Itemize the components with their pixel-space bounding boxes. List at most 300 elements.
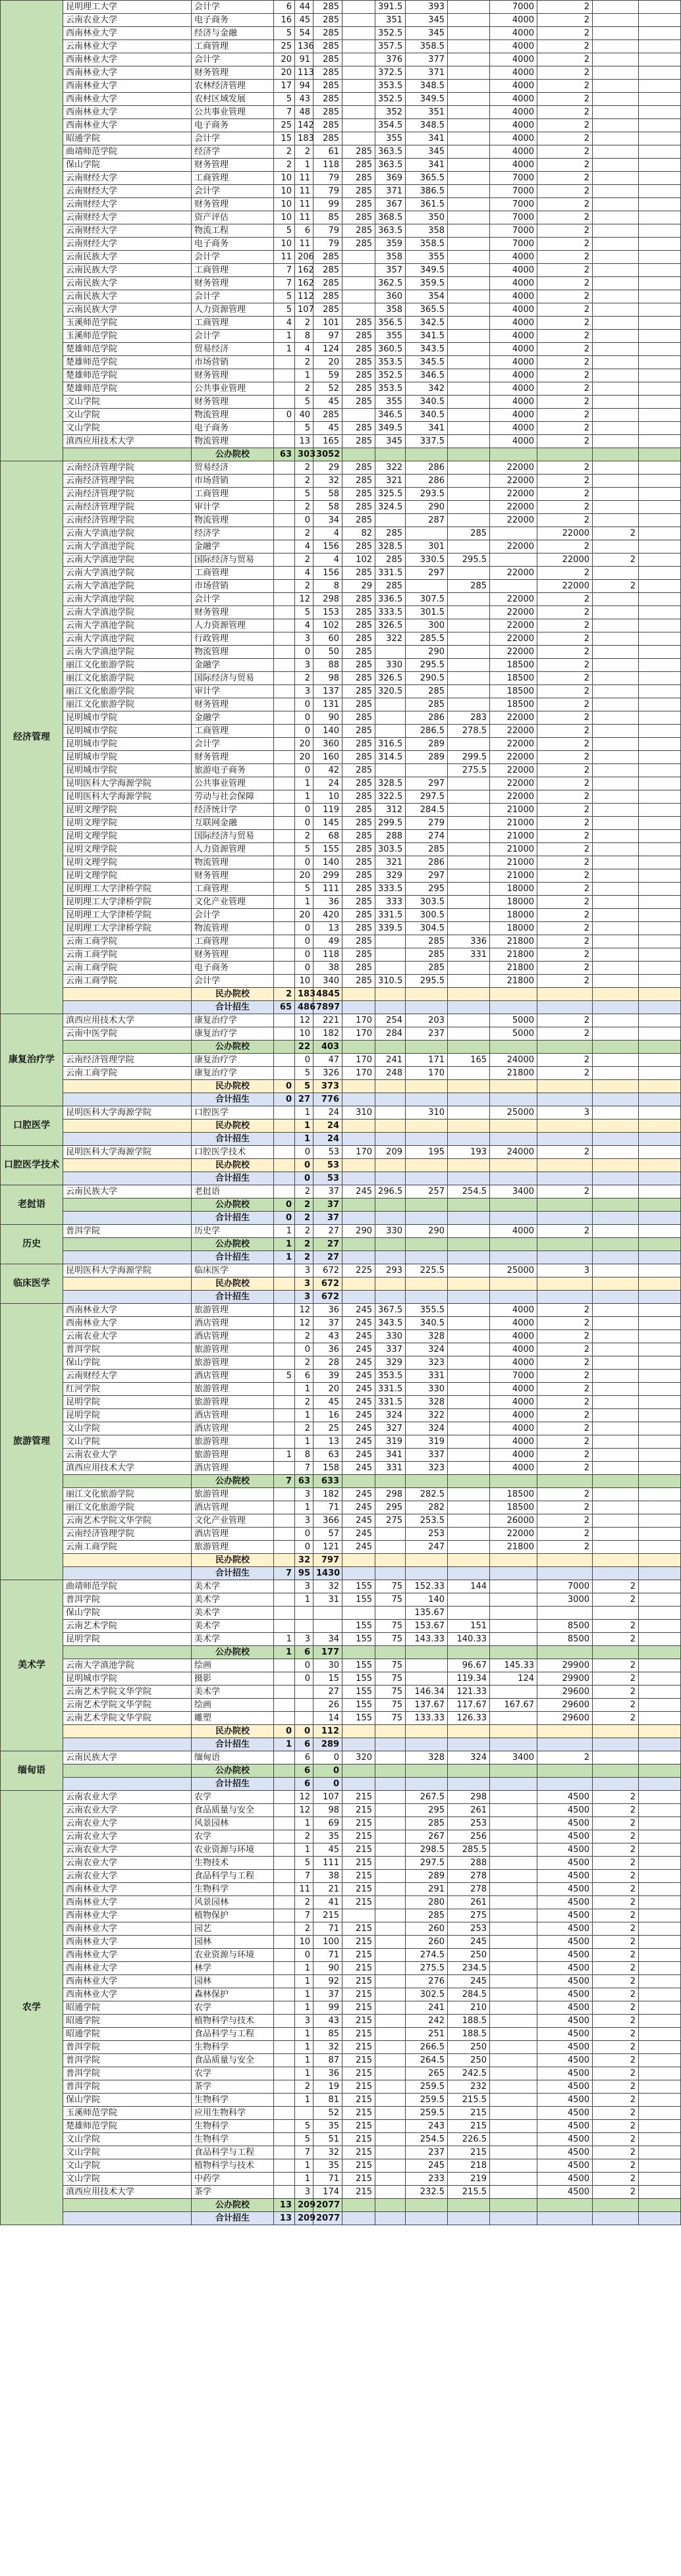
value-cell: 323 [406, 1462, 448, 1475]
major-cell: 工商管理 [192, 883, 274, 896]
value-cell [639, 1870, 681, 1883]
major-cell: 工商管理 [192, 172, 274, 185]
value-cell: 107 [295, 303, 313, 317]
value-cell: 30 [313, 1659, 342, 1672]
value-cell: 295.5 [448, 554, 490, 567]
value-cell: 286 [406, 461, 448, 475]
subtotal-label: 合计招生 [192, 1133, 274, 1146]
value-cell [274, 1304, 295, 1317]
value-cell: 2 [537, 725, 593, 738]
value-cell: 18500 [490, 1501, 537, 1514]
value-cell: 4000 [490, 303, 537, 317]
value-cell [448, 1027, 490, 1041]
value-cell [274, 501, 295, 514]
major-cell: 财务管理 [192, 369, 274, 382]
value-cell [639, 475, 681, 488]
value-cell: 295 [375, 1501, 406, 1514]
table-row [1, 1462, 681, 1475]
value-cell: 1 [274, 330, 295, 343]
value-cell: 101 [313, 317, 342, 330]
value-cell: 1 [295, 777, 313, 790]
subtotal-spacer [63, 1001, 192, 1014]
value-cell: 7 [295, 1909, 313, 1922]
empty-cell [406, 2199, 448, 2212]
value-cell [274, 804, 295, 817]
value-cell [375, 1830, 406, 1843]
value-cell: 285 [313, 132, 342, 145]
value-cell: 251 [406, 2028, 448, 2041]
value-cell [593, 106, 639, 119]
value-cell: 112 [295, 290, 313, 303]
value-cell [448, 1304, 490, 1317]
value-cell: 155 [313, 843, 342, 856]
value-cell: 312 [375, 804, 406, 817]
value-cell: 2 [537, 356, 593, 369]
table-row [1, 1712, 681, 1725]
value-cell: 7 [295, 2146, 313, 2159]
major-cell: 审计学 [192, 501, 274, 514]
value-cell: 241 [406, 2001, 448, 2015]
subtotal-label: 公办院校 [192, 1238, 274, 1251]
school-cell: 云南财经大学 [63, 198, 192, 211]
value-cell [490, 1975, 537, 1988]
school-cell: 普洱学院 [63, 2080, 192, 2094]
major-cell: 生物科学 [192, 2094, 274, 2107]
value-cell [342, 119, 375, 132]
value-cell: 2 [537, 962, 593, 975]
table-row [1, 1949, 681, 1962]
value-cell [375, 948, 406, 962]
value-cell: 215 [342, 1949, 375, 1962]
value-cell: 50 [313, 646, 342, 659]
school-cell: 云南工商学院 [63, 1067, 192, 1080]
value-cell: 285 [375, 580, 406, 593]
value-cell: 349.5 [406, 93, 448, 106]
major-cell: 风景园林 [192, 1896, 274, 1909]
value-cell: 284 [375, 1027, 406, 1041]
value-cell [593, 132, 639, 145]
value-cell: 2 [295, 145, 313, 159]
value-cell: 2 [537, 172, 593, 185]
value-cell: 341 [406, 422, 448, 435]
table-row [1, 1422, 681, 1435]
value-cell [274, 1067, 295, 1080]
value-cell: 2 [537, 211, 593, 224]
empty-cell [342, 1212, 375, 1225]
subtotal-spacer [63, 1738, 192, 1751]
table-row [1, 277, 681, 290]
table-row [1, 409, 681, 422]
value-cell: 4000 [490, 1396, 537, 1409]
value-cell [448, 1, 490, 14]
value-cell [639, 1883, 681, 1896]
major-cell: 绘画 [192, 1699, 274, 1712]
value-cell: 285 [342, 975, 375, 988]
value-cell: 10 [274, 185, 295, 198]
value-cell [639, 1857, 681, 1870]
value-cell [274, 1593, 295, 1607]
subtotal-value: 27 [313, 1238, 342, 1251]
value-cell [274, 764, 295, 777]
value-cell [639, 2186, 681, 2199]
value-cell [448, 159, 490, 172]
value-cell: 330.5 [406, 554, 448, 567]
table-row [1, 2015, 681, 2028]
table-row [1, 1857, 681, 1870]
subtotal-value: 53 [313, 1159, 342, 1172]
major-cell: 工商管理 [192, 935, 274, 948]
value-cell: 2 [295, 1896, 313, 1909]
value-cell: 3 [295, 632, 313, 646]
category-cell: 农学 [1, 1791, 63, 2225]
value-cell [593, 777, 639, 790]
value-cell: 2 [537, 198, 593, 211]
table-row [1, 159, 681, 172]
empty-cell [406, 1159, 448, 1172]
value-cell [342, 27, 375, 40]
empty-cell [490, 448, 537, 461]
value-cell: 75 [375, 1620, 406, 1633]
empty-cell [342, 1041, 375, 1054]
value-cell [639, 1317, 681, 1330]
value-cell [593, 119, 639, 132]
value-cell: 232 [448, 2080, 490, 2094]
school-cell: 云南工商学院 [63, 948, 192, 962]
value-cell: 2 [593, 554, 639, 567]
value-cell: 215 [342, 1791, 375, 1804]
value-cell [639, 2146, 681, 2159]
value-cell [274, 1751, 295, 1765]
value-cell: 253 [406, 1528, 448, 1541]
value-cell [593, 514, 639, 527]
subtotal-value: 403 [313, 1041, 342, 1054]
value-cell: 215 [342, 1922, 375, 1936]
school-cell: 昆明文理学院 [63, 817, 192, 830]
value-cell [639, 1462, 681, 1475]
value-cell: 2 [537, 106, 593, 119]
value-cell: 7000 [490, 1370, 537, 1383]
value-cell [593, 159, 639, 172]
empty-cell [375, 1646, 406, 1659]
school-cell: 云南农业大学 [63, 1830, 192, 1843]
value-cell: 7000 [490, 224, 537, 238]
value-cell [639, 409, 681, 422]
value-cell [448, 145, 490, 159]
value-cell: 331.5 [375, 909, 406, 922]
value-cell: 355.5 [406, 1304, 448, 1317]
value-cell: 2 [537, 27, 593, 40]
empty-cell [639, 1041, 681, 1054]
value-cell: 4000 [490, 1317, 537, 1330]
value-cell [639, 1817, 681, 1830]
table-row [1, 1027, 681, 1041]
empty-cell [375, 1159, 406, 1172]
value-cell [448, 330, 490, 343]
empty-cell [593, 1475, 639, 1488]
empty-cell [490, 1159, 537, 1172]
school-cell: 西南林业大学 [63, 1909, 192, 1922]
value-cell: 170 [342, 1014, 375, 1027]
value-cell [274, 856, 295, 869]
empty-cell [490, 1725, 537, 1738]
value-cell: 340 [313, 975, 342, 988]
value-cell: 27 [313, 1225, 342, 1238]
value-cell [593, 277, 639, 290]
value-cell: 259.5 [406, 2080, 448, 2094]
value-cell [448, 909, 490, 922]
value-cell: 286.5 [406, 725, 448, 738]
empty-cell [406, 1554, 448, 1567]
major-cell: 食品质量与安全 [192, 2054, 274, 2067]
value-cell: 233 [406, 2173, 448, 2186]
school-cell: 玉溪师范学院 [63, 317, 192, 330]
value-cell: 215 [448, 2120, 490, 2133]
value-cell: 18000 [490, 922, 537, 935]
subtotal-row-total [1, 1133, 681, 1146]
value-cell: 1 [295, 1593, 313, 1607]
value-cell: 286 [406, 856, 448, 869]
value-cell [639, 1396, 681, 1409]
value-cell: 135.67 [406, 1607, 448, 1620]
value-cell [274, 1422, 295, 1435]
value-cell: 1 [295, 2067, 313, 2080]
subtotal-label: 民办院校 [192, 1554, 274, 1567]
value-cell: 5 [274, 303, 295, 317]
value-cell: 285.5 [448, 1843, 490, 1857]
value-cell [448, 1607, 490, 1620]
value-cell: 298 [375, 1488, 406, 1501]
value-cell [274, 1791, 295, 1804]
empty-cell [490, 1567, 537, 1580]
major-cell: 财务管理 [192, 396, 274, 409]
value-cell: 245 [342, 1330, 375, 1343]
value-cell: 124 [490, 1672, 537, 1686]
value-cell: 107 [313, 1791, 342, 1804]
value-cell [448, 356, 490, 369]
empty-cell [406, 1738, 448, 1751]
value-cell: 25 [274, 40, 295, 53]
value-cell [593, 1067, 639, 1080]
value-cell: 377 [406, 53, 448, 66]
empty-cell [448, 1238, 490, 1251]
value-cell: 155 [342, 1672, 375, 1686]
value-cell: 37 [313, 1185, 342, 1198]
school-cell: 云南工商学院 [63, 1541, 192, 1554]
value-cell [639, 922, 681, 935]
value-cell: 275.5 [406, 1962, 448, 1975]
value-cell: 155 [342, 1659, 375, 1672]
major-cell: 旅游管理 [192, 1435, 274, 1449]
value-cell: 2 [537, 1422, 593, 1435]
value-cell: 4000 [490, 1422, 537, 1435]
value-cell: 285 [406, 1909, 448, 1922]
value-cell: 4500 [537, 1909, 593, 1922]
value-cell: 2 [295, 580, 313, 593]
value-cell [448, 1462, 490, 1475]
value-cell: 41 [313, 1896, 342, 1909]
value-cell: 2 [537, 606, 593, 619]
value-cell [593, 1488, 639, 1501]
value-cell: 75 [375, 1712, 406, 1725]
table-row [1, 2159, 681, 2173]
value-cell [375, 2001, 406, 2015]
value-cell [639, 1435, 681, 1449]
major-cell: 历史学 [192, 1225, 274, 1238]
value-cell: 0 [274, 409, 295, 422]
table-row [1, 264, 681, 277]
value-cell: 285 [342, 646, 375, 659]
value-cell: 2 [537, 1330, 593, 1343]
value-cell [342, 93, 375, 106]
major-cell: 临床医学 [192, 1264, 274, 1277]
value-cell: 29 [342, 580, 375, 593]
value-cell: 133.33 [406, 1712, 448, 1725]
value-cell: 2 [593, 2067, 639, 2080]
value-cell: 282.5 [406, 1488, 448, 1501]
value-cell: 254.5 [448, 1185, 490, 1198]
table-row [1, 2054, 681, 2067]
value-cell [593, 896, 639, 909]
value-cell: 4000 [490, 159, 537, 172]
table-row [1, 659, 681, 672]
value-cell: 40 [295, 409, 313, 422]
value-cell: 322 [406, 1409, 448, 1422]
value-cell: 2 [537, 751, 593, 764]
value-cell [342, 1, 375, 14]
value-cell: 4500 [537, 2159, 593, 2173]
subtotal-value: 0 [295, 1159, 313, 1172]
table-row [1, 685, 681, 698]
value-cell: 4500 [537, 1936, 593, 1949]
category-cell: 老挝语 [1, 1185, 63, 1225]
table-row [1, 514, 681, 527]
value-cell [448, 962, 490, 975]
value-cell [593, 962, 639, 975]
empty-cell [593, 2212, 639, 2225]
empty-cell [342, 1159, 375, 1172]
value-cell [342, 251, 375, 264]
value-cell: 113 [295, 66, 313, 80]
subtotal-row-private [1, 1159, 681, 1172]
value-cell: 4500 [537, 1870, 593, 1883]
value-cell: 4000 [490, 317, 537, 330]
subtotal-spacer [63, 1291, 192, 1304]
value-cell [274, 2080, 295, 2094]
value-cell [639, 685, 681, 698]
school-cell: 云南经济管理学院 [63, 488, 192, 501]
value-cell [639, 790, 681, 804]
value-cell [639, 501, 681, 514]
value-cell [593, 343, 639, 356]
major-cell: 食品质量与安全 [192, 1804, 274, 1817]
table-row [1, 106, 681, 119]
value-cell: 341 [406, 159, 448, 172]
empty-cell [639, 1725, 681, 1738]
value-cell: 4 [295, 540, 313, 554]
value-cell: 304.5 [406, 922, 448, 935]
major-cell: 园艺 [192, 1922, 274, 1936]
value-cell: 29900 [537, 1659, 593, 1672]
subtotal-row-public [1, 448, 681, 461]
empty-cell [490, 1120, 537, 1133]
value-cell: 58 [313, 501, 342, 514]
value-cell: 290 [406, 1225, 448, 1238]
value-cell [274, 619, 295, 632]
value-cell: 285 [342, 711, 375, 725]
value-cell [639, 2107, 681, 2120]
value-cell [406, 1659, 448, 1672]
value-cell: 341.5 [406, 330, 448, 343]
value-cell: 2 [537, 343, 593, 356]
empty-cell [593, 2199, 639, 2212]
value-cell: 288 [448, 1857, 490, 1870]
value-cell: 98 [313, 672, 342, 685]
school-cell: 云南艺术学院文华学院 [63, 1686, 192, 1699]
major-cell: 食品科学与工程 [192, 2028, 274, 2041]
value-cell: 2 [537, 540, 593, 554]
value-cell: 275.5 [448, 764, 490, 777]
value-cell: 36 [313, 896, 342, 909]
school-cell: 昭通学院 [63, 2001, 192, 2015]
major-cell: 财务管理 [192, 948, 274, 962]
subtotal-spacer [63, 1277, 192, 1291]
value-cell [593, 711, 639, 725]
value-cell: 285 [342, 396, 375, 409]
value-cell [490, 2080, 537, 2094]
value-cell: 3400 [490, 1751, 537, 1765]
value-cell: 29900 [537, 1672, 593, 1686]
value-cell: 155 [342, 1712, 375, 1725]
major-cell: 植物保护 [192, 1909, 274, 1922]
table-row [1, 2028, 681, 2041]
value-cell: 22000 [490, 646, 537, 659]
value-cell: 285 [342, 896, 375, 909]
major-cell: 物流管理 [192, 856, 274, 869]
value-cell: 215 [342, 1843, 375, 1857]
school-cell: 昆明学院 [63, 1396, 192, 1409]
value-cell [593, 1607, 639, 1620]
value-cell: 215 [342, 1896, 375, 1909]
empty-cell [639, 448, 681, 461]
value-cell: 245 [342, 1541, 375, 1554]
school-cell: 文山学院 [63, 2173, 192, 2186]
table-row [1, 1699, 681, 1712]
value-cell [593, 1449, 639, 1462]
table-row [1, 1488, 681, 1501]
value-cell: 7 [295, 1462, 313, 1475]
value-cell [448, 1501, 490, 1514]
value-cell: 1 [274, 343, 295, 356]
value-cell: 285 [342, 777, 375, 790]
value-cell [639, 317, 681, 330]
subtotal-value: 2077 [313, 2199, 342, 2212]
value-cell: 316.5 [375, 738, 406, 751]
school-cell: 昆明文理学院 [63, 843, 192, 856]
major-cell: 行政管理 [192, 632, 274, 646]
value-cell [639, 896, 681, 909]
table-row [1, 172, 681, 185]
table-row [1, 1067, 681, 1080]
empty-cell [375, 1041, 406, 1054]
table-row [1, 80, 681, 93]
value-cell: 45 [295, 14, 313, 27]
value-cell [639, 488, 681, 501]
value-cell: 4500 [537, 2001, 593, 2015]
value-cell: 215.5 [448, 2094, 490, 2107]
value-cell: 2 [537, 909, 593, 922]
value-cell: 4000 [490, 435, 537, 448]
major-cell: 旅游管理 [192, 1488, 274, 1501]
